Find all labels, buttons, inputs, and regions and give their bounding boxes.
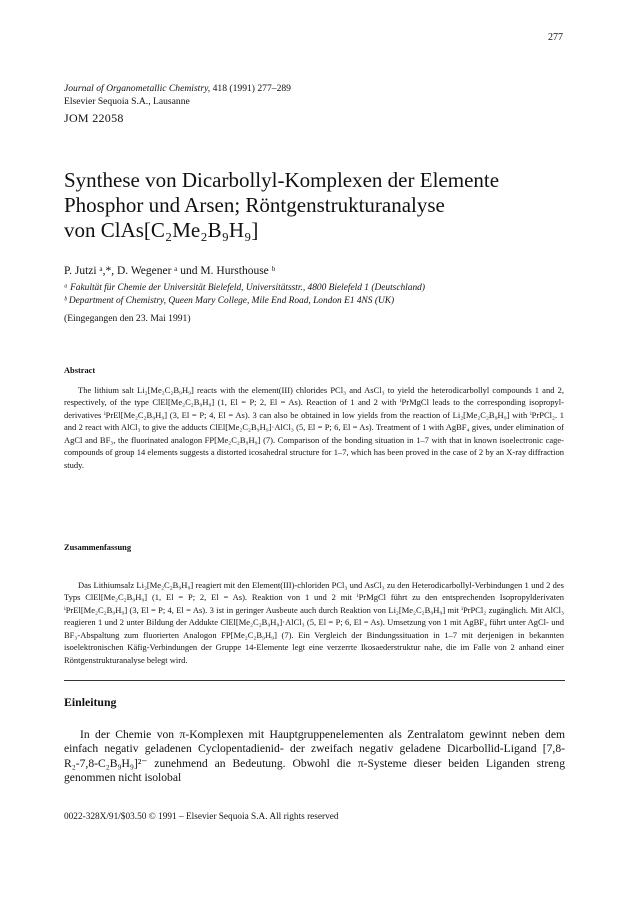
zusammenfassung-body [64,579,564,666]
copyright-footer: 0022-328X/91/$03.50 © 1991 – Elsevier Sequoia S.A. All rights reserved [64,812,339,822]
einleitung-body [64,728,565,785]
author-list: P. Jutzi ᵃ,*, D. Wegener ᵃ und M. Hursthouse ᵇ [64,265,276,277]
title-line-2: Phosphor und Arsen; Röntgenstrukturanalyse [64,193,445,217]
abstract-heading: Abstract [64,366,96,375]
publisher: Elsevier Sequoia S.A., Lausanne [64,96,190,107]
affiliation-b: ᵇ Department of Chemistry, Queen Mary College, Mile End Road, London E1 4NS (UK) [64,295,395,306]
zusammenfassung-paragraph: Das Lithiumsalz Li₂[Me₂C₂B₉H₉] reagiert mit den Element(III)-chloriden PCl₃ und AsCl₃ zu den Heterodicarbollyl-Verbindungen 1 und 2 des Typs ClEl[Me₂C₂B₉H₉] (1, El = P; 2, El = As). Reaktion von 1 und 2 mit ⁱPrMgCl führt zu den entsprechenden Isopropylderivaten ⁱPrEl[Me₂C₂B₉H₉] (3, El = P; 4, El = As). 3 ist in geringer Ausbeute auch durch Reaktion von Li₂[Me₂C₂B₉H₉] mit ⁱPrPCl₂ zugänglich. Mit AlCl₃ reagieren 1 und 2 unter Bildung der Addukte ClEl[Me₂C₂B₉H₉]·AlCl₃ (5, El = P; 6, El = As). Umsetzung von 1 mit AgBF₄ führt unter AgCl- und BF₃-Abspaltung zum fluorierten Analogon FP[Me₂C₂B₉H₉] (7). Ein Vergleich der Bindungssituation in 1–7 mit derjenigen in bekannten isoelektronischen Käfig-Verbindungen der Gruppe 14-Elemente legt eine verzerrte Ikosaederstruktur nahe, die im Falle von 2 anhand einer Röntgenstrukturanalyse belegt wird. [64,580,564,665]
einleitung-heading: Einleitung [64,695,117,709]
article-title [64,168,584,243]
jom-number: JOM 22058 [64,111,124,125]
journal-volume-pages: 418 (1991) 277–289 [210,83,291,94]
section-divider [64,680,565,681]
abstract-paragraph: The lithium salt Li₂[Me₂C₂B₉H₉] reacts with the element(III) chlorides PCl₃ and AsCl₃ to yield the heterodicarbollyl compounds 1 and 2, respectively, of the type ClEl[Me₂C₂B₉H₉] (1, El = P; 2, El = As). Reaction of 1 and 2 with ⁱPrMgCl leads to the corresponding isopropyl-derivatives ⁱPrEl[Me₂C₂B₉H₉] (3, El = P; 4, El = As). 3 can also be obtained in low yields from the reaction of Li₂[Me₂C₂B₉H₉] with ⁱPrPCl₂. 1 and 2 react with AlCl₃ to give the adducts ClEl[Me₂C₂B₉H₉]·AlCl₃ (5, El = P; 6, El = As). Treatment of 1 with AgBF₄ gives, under elimination of AgCl and BF₃, the fluorinated analogon FP[Me₂C₂B₉H₉] (7). Comparison of the bonding situation in 1–7 with that in known isoelectronic cage-compounds of group 14 elements suggests a distorted icosahedral structure for 1–7, which has been proved in the case of 2 by an X-ray diffraction study. [64,385,564,470]
received-date: (Eingegangen den 23. Mai 1991) [64,313,191,324]
affiliations [64,282,584,307]
einleitung-paragraph: In der Chemie von π-Komplexen mit Hauptgruppenelementen als Zentralatom gewinnt neben dem einfach negativ geladenen Cyclopentadienid- der zweifach negativ geladene Dicarbollid-Ligand [7,8-R₂-7,8-C₂B₉H₉]²⁻ zunehmend an Bedeutung. Obwohl die π-Systeme dieser beiden Liganden streng genommen nicht isolobal [64,728,565,784]
journal-name: Journal of Organometallic Chemistry, [64,83,211,94]
affiliation-a: ᵃ Fakultät für Chemie der Universität Bielefeld, Universitätsstr., 4800 Bielefeld 1 (Deutschland) [64,283,425,293]
page-number: 277 [548,32,563,43]
title-line-3: von ClAs[C₂Me₂B₉H₉] [64,218,259,242]
zusammenfassung-heading: Zusammenfassung [64,543,132,552]
abstract-body [64,384,564,471]
title-line-1: Synthese von Dicarbollyl-Komplexen der Elemente [64,168,500,192]
journal-citation [64,82,291,95]
journal-citation-block [64,82,291,108]
